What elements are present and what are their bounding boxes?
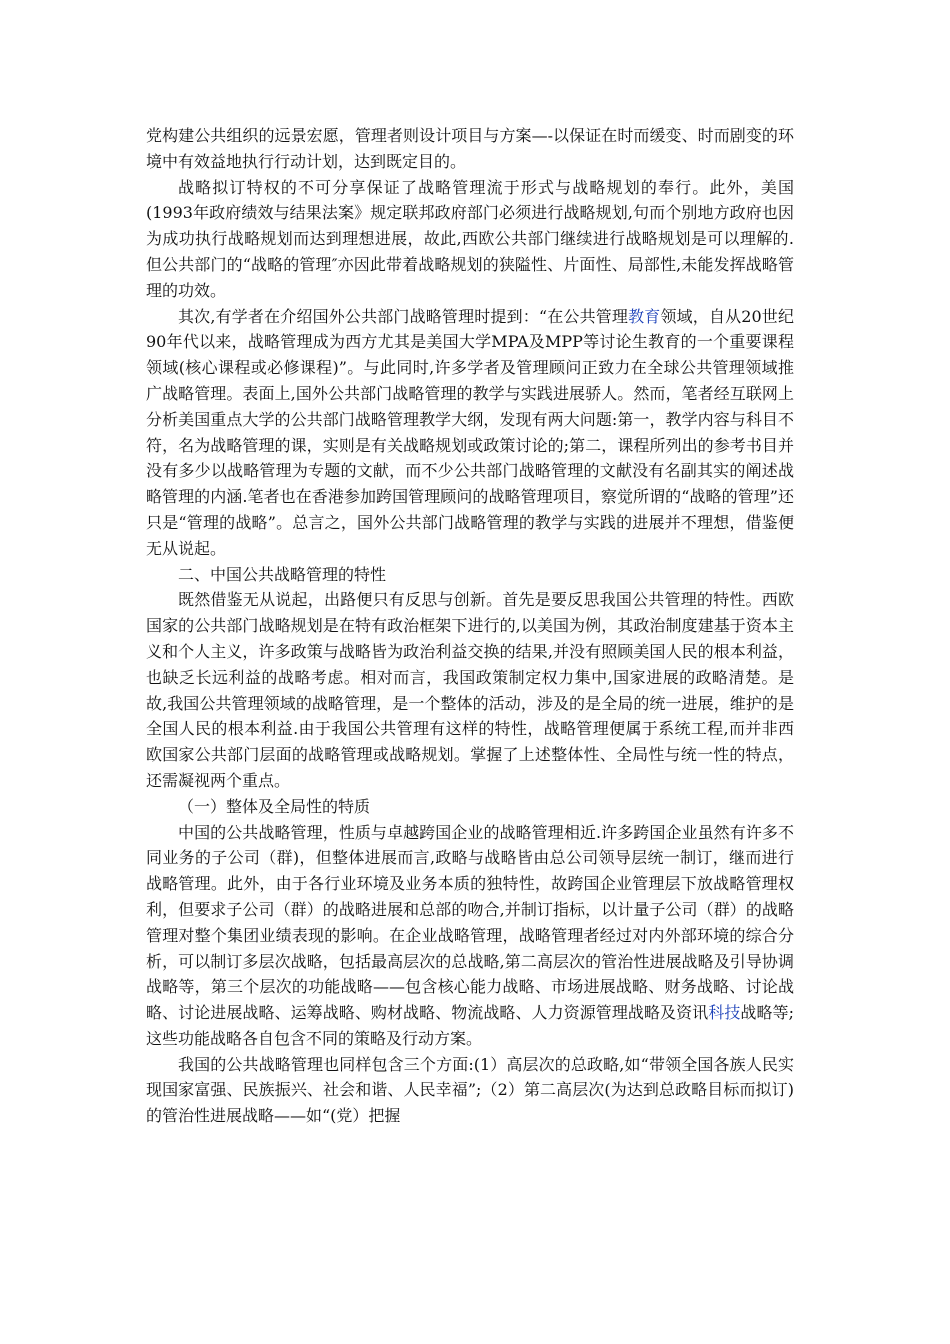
paragraph-text: 既然借鉴无从说起，出路便只有反思与创新。首先是要反思我国公共管理的特性。西欧国家的公共部门战略规划是在特有政治框架下进行的,以美国为例，其政治制度建基于资本主义和个人主义，许多政策与战略皆为政治利益交换的结果,并没有照顾美国人民的根本利益，也缺乏长远利益的战略考虑。相对而言，我国政策制定权力集中,国家进展的政略清楚。是故,我国公共管理领域的战略管理，是一个整体的活动，涉及的是全局的统一进展，维护的是全国人民的根本利益.由于我国公共管理有这样的特性，战略管理便属于系统工程,而并非西欧国家公共部门层面的战略管理或战略规划。掌握了上述整体性、全局性与统一性的特点，还需凝视两个重点。 <box>146 590 794 790</box>
section-heading <box>146 794 794 820</box>
paragraph-text: 领域，自从20世纪90年代以来，战略管理成为西方尤其是美国大学MPA及MPP等讨论生教育的一个重要课程领域(核心课程或必修课程)”。与此同时,许多学者及管理顾问正致力在全球公共管理领域推广战略管理。表面上,国外公共部门战略管理的教学与实践进展骄人。然而，笔者经互联网上分析美国重点大学的公共部门战略管理教学大纲，发现有两大问题:第一，教学内容与科目不符，名为战略管理的课，实则是有关战略规划或政策讨论的;第二，课程所列出的参考书目并没有多少以战略管理为专题的文献，而不少公共部门战略管理的文献没有名副其实的阐述战略管理的内涵.笔者也在香港参加跨国管理顾问的战略管理项目，察觉所谓的“战略的管理”还只是“管理的战略”。总言之，国外公共部门战略管理的教学与实践的进展并不理想，借鉴便无从说起。 <box>146 306 794 558</box>
paragraph-text: 党构建公共组织的远景宏愿，管理者则设计项目与方案—-以保证在时而缓变、时而剧变的环境中有效益地执行行动计划，达到既定目的。 <box>146 126 794 171</box>
section-heading <box>146 562 794 588</box>
paragraph-text: 中国的公共战略管理，性质与卓越跨国企业的战略管理相近.许多跨国企业虽然有许多不同业务的子公司（群)，但整体进展而言,政略与战略皆由总公司领导层统一制订，继而进行战略管理。此外，由于各行业环境及业务本质的独特性，故跨国企业管理层下放战略管理权利，但要求子公司（群）的战略进展和总部的吻合,并制订指标，以计量子公司（群）的战略管理对整个集团业绩表现的影响。在企业战略管理，战略管理者经过对内外部环境的综合分析，可以制订多层次战略，包括最高层次的总战略,第二高层次的管治性进展战略及引导协调战略等，第三个层次的功能战略——包含核心能力战略、市场进展战略、财务战略、讨论战略、讨论进展战略、运筹战略、购材战略、物流战略、人力资源管理战略及资讯 <box>146 822 794 1023</box>
body-paragraph <box>146 820 794 1052</box>
body-paragraph <box>146 304 794 562</box>
paragraph-text: 其次,有学者在介绍国外公共部门战略管理时提到：“在公共管理 <box>178 306 629 326</box>
paragraph-text: （一）整体及全局性的特质 <box>178 796 371 816</box>
inline-link[interactable]: 教育 <box>628 306 661 326</box>
paragraph-text: 二、中国公共战略管理的特性 <box>178 564 387 584</box>
inline-link[interactable]: 科技 <box>708 1003 741 1023</box>
paragraph-text: 战略拟订特权的不可分享保证了战略管理流于形式与战略规划的奉行。此外，美国(1993年政府绩效与结果法案》规定联邦政府部门必须进行战略规划,句而个别地方政府也因为成功执行战略规划而达到理想进展，故此,西欧公共部门继续进行战略规划是可以理解的.但公共部门的“战略的管理″亦因此带着战略规划的狭隘性、片面性、局部性,未能发挥战略管理的功效。 <box>146 177 794 300</box>
document-page <box>146 123 794 1129</box>
body-paragraph <box>146 587 794 793</box>
body-paragraph <box>146 123 794 175</box>
body-paragraph <box>146 1052 794 1129</box>
body-paragraph <box>146 175 794 304</box>
paragraph-text: 战略等;这些功能战略各自包含不同的策略及行动方案。 <box>146 1003 794 1048</box>
paragraph-text: 我国的公共战略管理也同样包含三个方面:(1）高层次的总政略,如“带领全国各族人民实现国家富强、民族振兴、社会和谐、人民幸福”;（2）第二高层次(为达到总政略目标而拟订)的管治性进展战略——如“(党）把握 <box>146 1054 794 1126</box>
